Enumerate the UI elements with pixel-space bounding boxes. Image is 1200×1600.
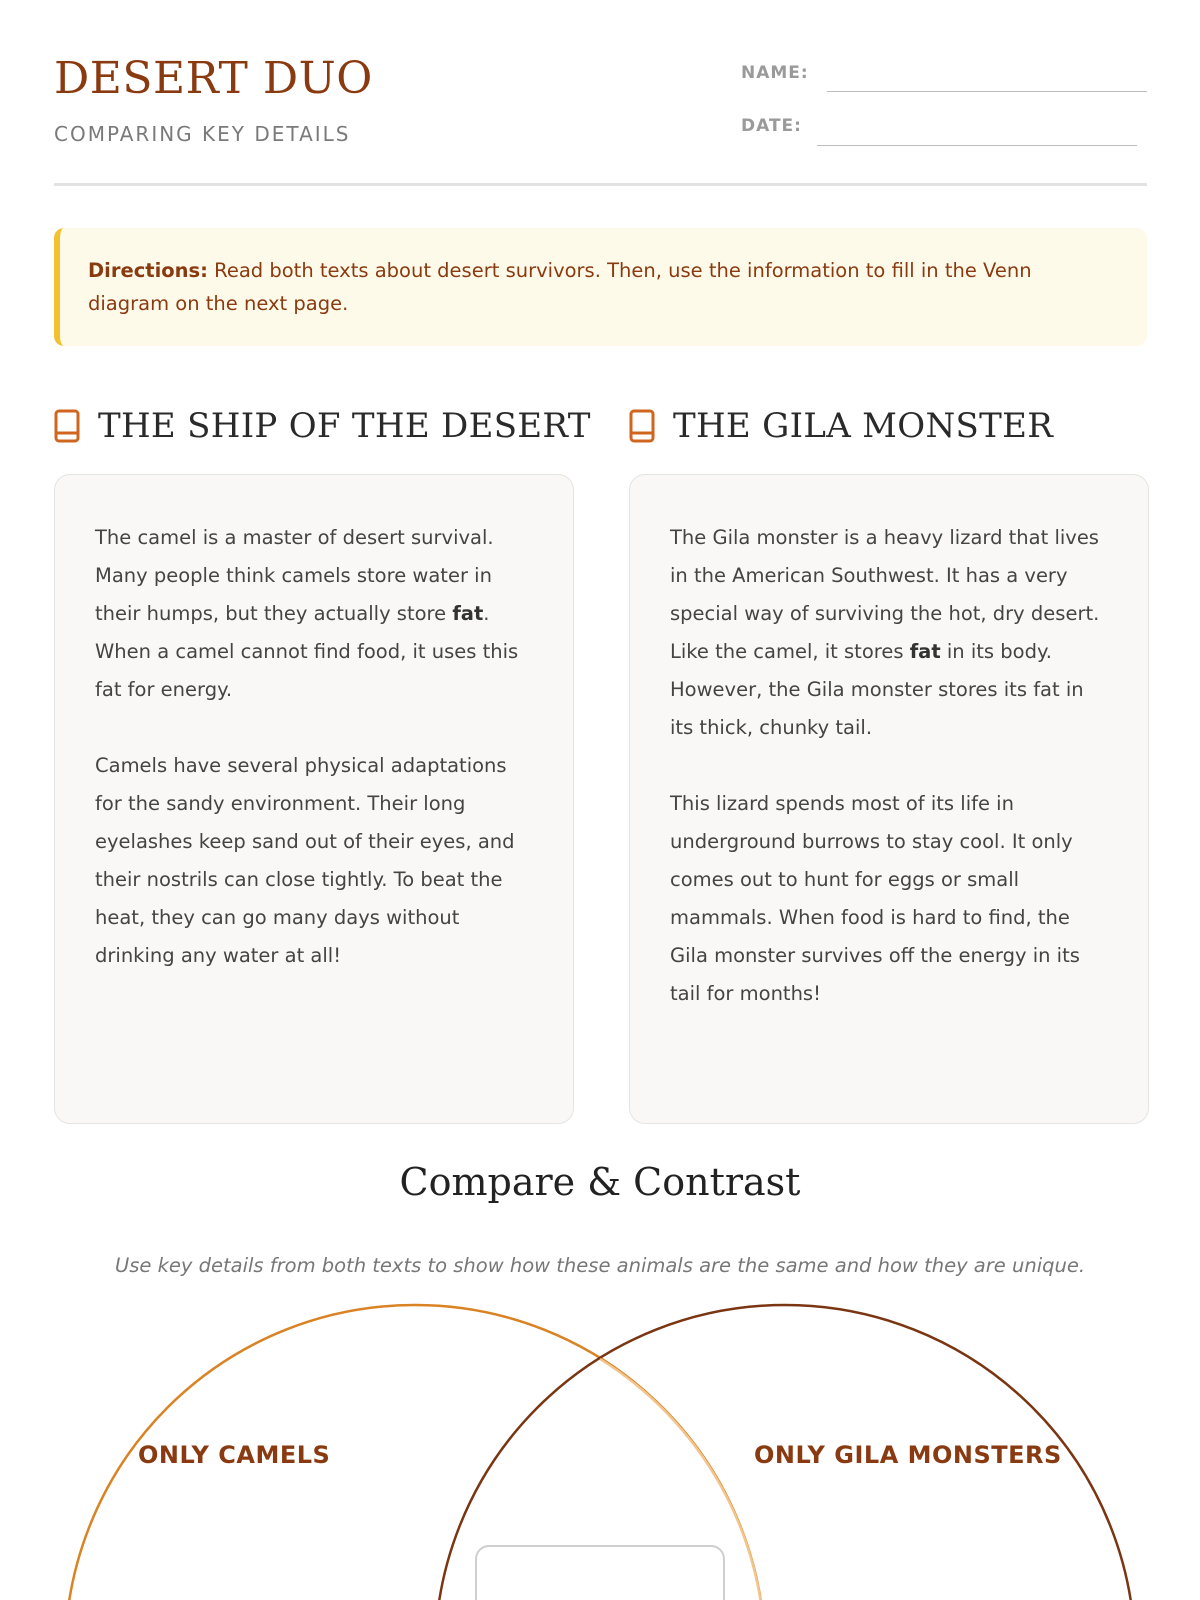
name-field[interactable] <box>827 91 1147 92</box>
camel-paragraph-1 <box>95 519 535 709</box>
camel-text-card <box>54 474 574 1124</box>
gila-heading-text: THE GILA MONSTER <box>673 406 1054 446</box>
name-label: NAME: <box>741 63 809 83</box>
gila-text-card <box>629 474 1149 1124</box>
directions-box <box>54 228 1147 346</box>
camel-p1-text-a: The camel is a master of desert survival. Many people think camels store water in their humps, but they actually store <box>95 526 494 625</box>
header-divider <box>54 183 1147 186</box>
book-icon <box>54 409 80 443</box>
page-subtitle: COMPARING KEY DETAILS <box>54 122 351 146</box>
camel-paragraph-2: Camels have several physical adaptations for the sandy environment. Their long eyelashes keep sand out of their eyes, and their nostrils can close tightly. To beat the heat, they can go many days without drinking any water at all! <box>95 754 515 967</box>
gila-p1-text-a: The Gila monster is a heavy lizard that lives in the American Southwest. It has a very special way of surviving the hot, dry desert. Like the camel, it stores <box>670 526 1100 663</box>
directions-lead: Directions: <box>88 259 208 282</box>
gila-p1-bold: fat <box>909 640 941 663</box>
camel-p1-text-b: . When a camel cannot find food, it uses this fat for energy. <box>95 602 519 701</box>
compare-subtitle: Use key details from both texts to show how these animals are the same and how they are unique. <box>114 1254 1086 1277</box>
only-camels-label: ONLY CAMELS <box>138 1441 331 1469</box>
both-answer-box[interactable] <box>475 1545 725 1600</box>
gila-section-heading <box>629 401 1053 451</box>
camel-section-heading <box>54 401 591 451</box>
directions-text: Read both texts about desert survivors. Then, use the information to fill in the Venn diagram on the next page. <box>88 259 1032 315</box>
camel-p1-bold: fat <box>452 602 484 625</box>
date-field[interactable] <box>817 145 1137 146</box>
page-title: DESERT DUO <box>54 53 373 104</box>
book-icon <box>629 409 655 443</box>
gila-paragraph-1 <box>670 519 1110 747</box>
gila-paragraph-2: This lizard spends most of its life in underground burrows to stay cool. It only comes out to hunt for eggs or small mammals. When food is hard to find, the Gila monster survives off the energy in its tail for months! <box>670 792 1080 1005</box>
camel-heading-text: THE SHIP OF THE DESERT <box>98 406 591 446</box>
compare-title: Compare & Contrast <box>399 1160 801 1204</box>
gila-p1-text-b: in its body. However, the Gila monster stores its fat in its thick, chunky tail. <box>670 640 1084 739</box>
date-label: DATE: <box>741 116 802 136</box>
only-gila-label: ONLY GILA MONSTERS <box>754 1441 1062 1469</box>
